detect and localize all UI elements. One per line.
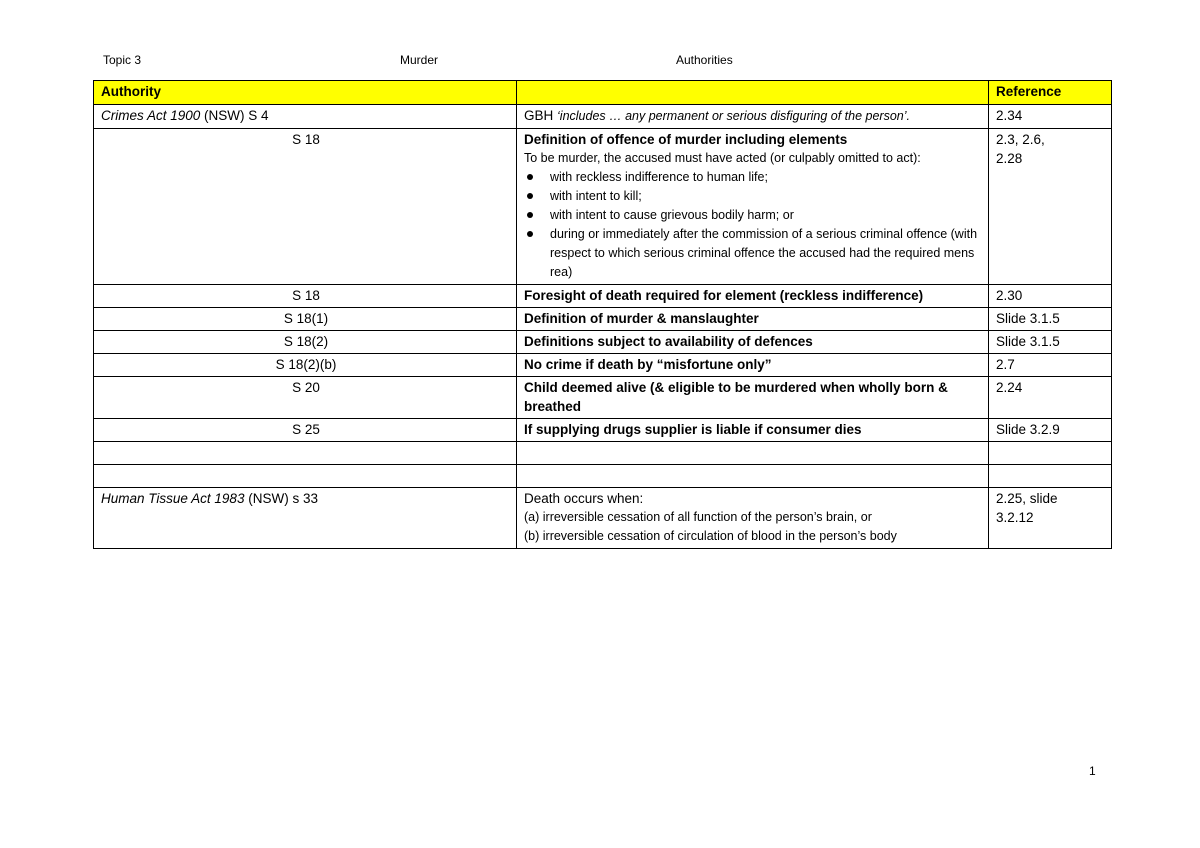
description-cell — [517, 129, 989, 285]
desc-prefix: GBH — [524, 108, 558, 123]
desc-lead: To be murder, the accused must have acted (or culpably omitted to act): — [524, 151, 921, 165]
table-row — [94, 354, 1112, 377]
table-row — [94, 377, 1112, 419]
reference-line: 2.25, slide — [996, 491, 1058, 506]
table-row-empty — [94, 465, 1112, 488]
reference-line: 3.2.12 — [996, 510, 1034, 525]
reference-line: 2.3, 2.6, — [996, 132, 1045, 147]
description-cell — [517, 442, 989, 465]
table-row — [94, 285, 1112, 308]
header-section: Authorities — [676, 53, 733, 67]
page-header — [103, 53, 803, 71]
desc-quote: ‘includes … any permanent or serious disfiguring of the person’. — [557, 109, 910, 123]
table-row — [94, 105, 1112, 129]
table-row-empty — [94, 442, 1112, 465]
authority-cell: S 18(2) — [94, 331, 517, 354]
authority-cell — [94, 488, 517, 549]
act-name: Human Tissue Act 1983 — [101, 491, 245, 506]
reference-cell — [989, 488, 1112, 549]
reference-line: 2.28 — [996, 151, 1023, 166]
desc-line: (a) irreversible cessation of all function of the person’s brain, or — [524, 510, 872, 524]
authority-cell: S 18(2)(b) — [94, 354, 517, 377]
reference-cell: Slide 3.2.9 — [989, 419, 1112, 442]
desc-title: Death occurs when: — [524, 491, 644, 506]
reference-cell: 2.30 — [989, 285, 1112, 308]
description-cell: Child deemed alive (& eligible to be murdered when wholly born & breathed — [517, 377, 989, 419]
list-item: during or immediately after the commission of a serious criminal offence (with respect to which serious criminal offence the accused had the required mens rea) — [524, 225, 983, 282]
column-header-authority: Authority — [94, 81, 517, 105]
table-row — [94, 308, 1112, 331]
reference-cell: 2.24 — [989, 377, 1112, 419]
authority-cell: S 18(1) — [94, 308, 517, 331]
reference-cell: 2.34 — [989, 105, 1112, 129]
act-name: Crimes Act 1900 — [101, 108, 201, 123]
authority-cell: S 18 — [94, 129, 517, 285]
list-item: with intent to kill; — [524, 187, 983, 206]
authority-cell — [94, 105, 517, 129]
reference-cell: Slide 3.1.5 — [989, 331, 1112, 354]
elements-list — [524, 168, 983, 282]
authority-cell: S 25 — [94, 419, 517, 442]
reference-cell — [989, 465, 1112, 488]
description-cell — [517, 465, 989, 488]
reference-cell: 2.7 — [989, 354, 1112, 377]
description-cell: If supplying drugs supplier is liable if consumer dies — [517, 419, 989, 442]
column-header-reference: Reference — [989, 81, 1112, 105]
authority-cell: S 20 — [94, 377, 517, 419]
header-title: Murder — [400, 53, 439, 67]
authority-cell — [94, 442, 517, 465]
table-row — [94, 129, 1112, 285]
description-cell: Foresight of death required for element (reckless indifference) — [517, 285, 989, 308]
table-header-row — [94, 81, 1112, 105]
authorities-table — [93, 80, 1112, 549]
reference-cell — [989, 442, 1112, 465]
authority-cell: S 18 — [94, 285, 517, 308]
reference-cell — [989, 129, 1112, 285]
reference-cell: Slide 3.1.5 — [989, 308, 1112, 331]
desc-line: (b) irreversible cessation of circulation of blood in the person’s body — [524, 529, 897, 543]
description-cell — [517, 488, 989, 549]
header-topic: Topic 3 — [103, 53, 142, 67]
page-number: 1 — [1089, 764, 1096, 778]
list-item: with reckless indifference to human life; — [524, 168, 983, 187]
desc-title: Definition of offence of murder including elements — [524, 132, 848, 147]
table-row — [94, 331, 1112, 354]
description-cell: No crime if death by “misfortune only” — [517, 354, 989, 377]
description-cell: Definitions subject to availability of defences — [517, 331, 989, 354]
description-cell — [517, 105, 989, 129]
authority-cell — [94, 465, 517, 488]
act-section: (NSW) S 4 — [200, 108, 269, 123]
list-item: with intent to cause grievous bodily harm; or — [524, 206, 983, 225]
table-row — [94, 419, 1112, 442]
table-row — [94, 488, 1112, 549]
column-header-description — [517, 81, 989, 105]
act-section: (NSW) s 33 — [244, 491, 318, 506]
description-cell: Definition of murder & manslaughter — [517, 308, 989, 331]
